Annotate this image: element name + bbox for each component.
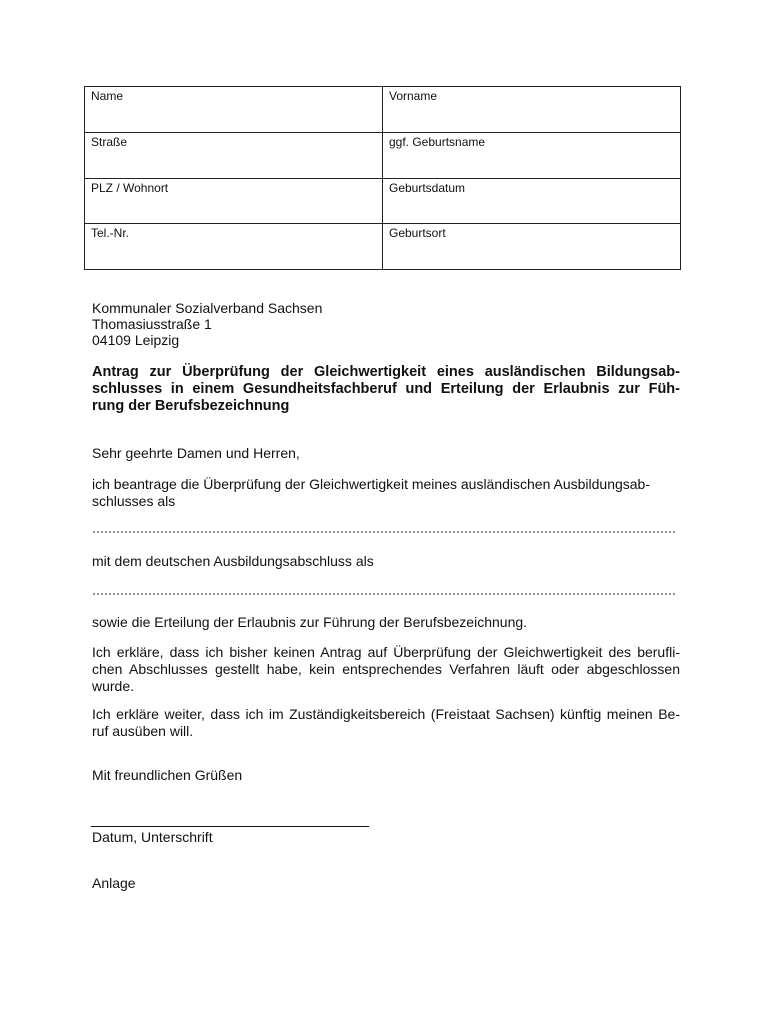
subject-line-1: Antrag zur Überprüfung der Gleichwertigkeit eines ausländischen Bildungsab-: [92, 364, 680, 380]
declaration2-line-1: Ich erkläre weiter, dass ich im Zuständigkeitsbereich (Freistaat Sachsen) künftig meinen Be-: [92, 706, 680, 722]
german-degree-label: mit dem deutschen Ausbildungsabschluss als: [92, 553, 374, 569]
geburtsdatum-field[interactable]: [383, 178, 681, 224]
recipient-line-1: Kommunaler Sozialverband Sachsen: [92, 300, 323, 316]
signature-line[interactable]: [91, 826, 369, 827]
recipient-line-3: 04109 Leipzig: [92, 332, 180, 348]
foreign-degree-dotted-line[interactable]: [92, 531, 675, 533]
salutation: Sehr geehrte Damen und Herren,: [92, 445, 300, 461]
subject-line-3: rung der Berufsbezeichnung: [92, 398, 290, 414]
plz-wohnort-label: PLZ / Wohnort: [91, 180, 169, 195]
declaration1-line-3: wurde.: [92, 678, 135, 694]
german-degree-dotted-line[interactable]: [92, 593, 675, 595]
subject-heading: [92, 364, 680, 415]
closing: Mit freundlichen Grüßen: [92, 767, 243, 783]
vorname-field[interactable]: [383, 87, 681, 133]
telefon-label: Tel.-Nr.: [91, 226, 130, 241]
declaration-paragraph-2: [92, 706, 680, 740]
declaration1-line-1: Ich erkläre, dass ich bisher keinen Antrag auf Überprüfung der Gleichwertigkeit des berufli-: [92, 644, 680, 660]
geburtsort-field[interactable]: [383, 224, 681, 270]
name-label: Name: [91, 89, 124, 103]
request-line-2: schlusses als: [92, 493, 176, 509]
strasse-field[interactable]: [85, 132, 383, 178]
permission-text: sowie die Erteilung der Erlaubnis zur Führung der Berufsbezeichnung.: [92, 614, 528, 630]
name-field[interactable]: [85, 87, 383, 133]
signature-label: Datum, Unterschrift: [92, 829, 213, 845]
strasse-label: Straße: [91, 134, 128, 149]
request-line-1: ich beantrage die Überprüfung der Gleichwertigkeit meines ausländischen Ausbildungsab-: [92, 476, 651, 492]
recipient-address: [92, 300, 322, 348]
declaration-paragraph-1: [92, 644, 680, 695]
telefon-field[interactable]: [85, 224, 383, 270]
geburtsdatum-label: Geburtsdatum: [389, 180, 466, 195]
plz-wohnort-field[interactable]: [85, 178, 383, 224]
attachment-label: Anlage: [92, 875, 136, 891]
vorname-label: Vorname: [389, 89, 438, 103]
geburtsort-label: Geburtsort: [389, 226, 446, 241]
declaration1-line-2: chen Abschlusses gestellt habe, kein entsprechendes Verfahren läuft oder abgeschlossen: [92, 661, 680, 677]
geburtsname-label: ggf. Geburtsname: [389, 134, 486, 149]
geburtsname-field[interactable]: [383, 132, 681, 178]
personal-data-table: [84, 86, 681, 270]
declaration2-line-2: ruf ausüben will.: [92, 723, 194, 739]
recipient-line-2: Thomasiusstraße 1: [92, 316, 212, 332]
request-paragraph: [92, 476, 680, 510]
subject-line-2: schlusses in einem Gesundheitsfachberuf und Erteilung der Erlaubnis zur Füh-: [92, 381, 680, 397]
